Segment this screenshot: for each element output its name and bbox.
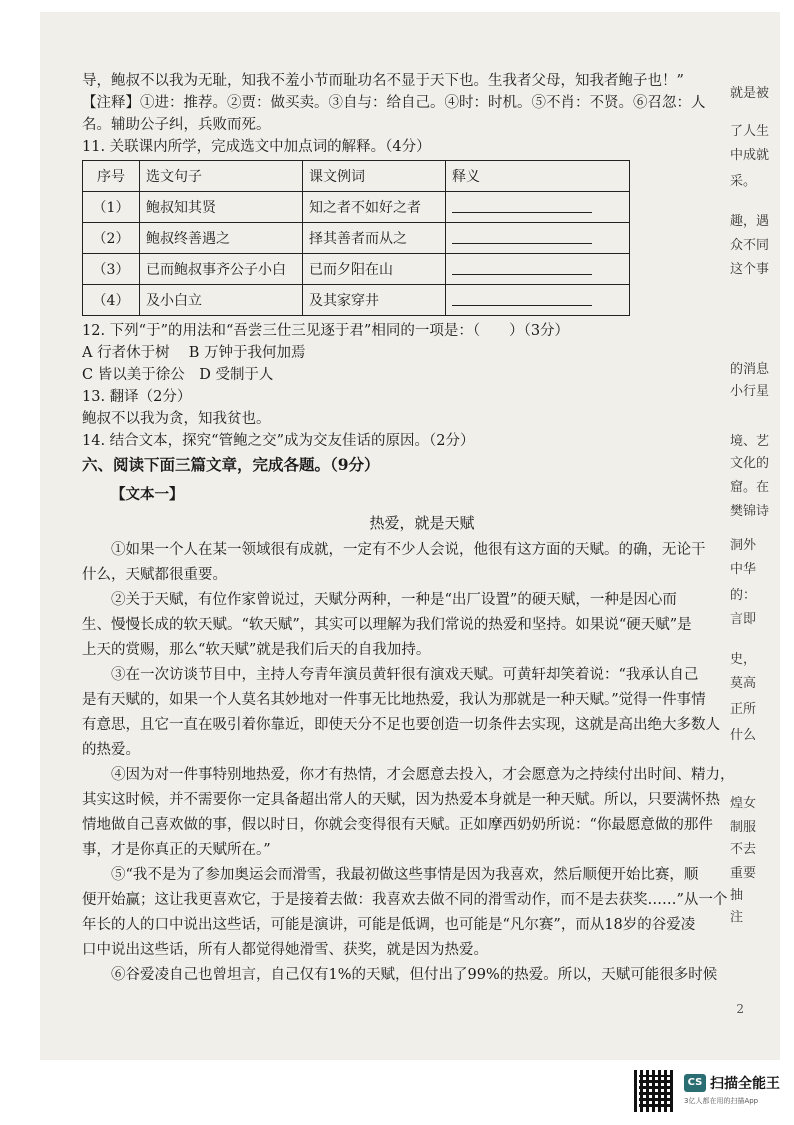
article-title: 热爱，就是天赋 (369, 514, 475, 532)
row-number: （2） (83, 223, 140, 254)
margin-fragment: 正所 (730, 702, 757, 717)
article-line: ⑤“我不是为了参加奥运会而滑雪，我最初做这些事情是因为我喜欢，然后顺便开始比赛，顺 (111, 867, 699, 883)
margin-fragment: 樊锦诗 (730, 504, 770, 519)
margin-fragment: 的： (730, 588, 757, 603)
margin-fragment: 史， (730, 652, 757, 667)
row-number: （4） (83, 285, 140, 316)
question-12-options: C 皆以美于徐公 D 受制于人 (82, 367, 274, 383)
article-line: 是有天赋的，如果一个人莫名其妙地对一件事无比地热爱，我认为那就是一种天赋。”觉得一件事情 (82, 692, 706, 708)
table-header: 序号 (83, 161, 140, 192)
article-line: 情地做自己喜欢做的事，假以时日，你就会变得很有天赋。正如摩西奶奶所说：“你最愿意做的那件 (82, 817, 713, 833)
margin-fragment: 众不同 (730, 238, 770, 253)
question-13-text: 鲍叔不以我为贪，知我贫也。 (82, 411, 271, 427)
article-line: 口中说出这些话，所有人都觉得她滑雪、获奖，就是因为热爱。 (82, 942, 488, 958)
margin-fragment: 窟。在 (730, 480, 770, 495)
scanner-footer (0, 1062, 794, 1125)
article-line: 便开始赢；这让我更喜欢它，于是接着去做：我喜欢去做不同的滑雪动作，而不是去获奖……”从一个 (82, 892, 728, 908)
question-12-stem: 12. 下列“于”的用法和“吾尝三仕三见逐于君”相同的一项是：（ ）（3分） (82, 323, 570, 339)
qr-code-icon (634, 1070, 676, 1112)
table-row (83, 223, 630, 254)
row-sentence: 鲍叔终善遇之 (140, 223, 303, 254)
row-sentence: 及小白立 (140, 285, 303, 316)
table-header: 释义 (446, 161, 630, 192)
row-example: 择其善者而从之 (303, 223, 446, 254)
margin-fragment: 的消息 (730, 362, 770, 377)
answer-cell[interactable] (446, 192, 630, 223)
margin-fragment: 言即 (730, 612, 757, 627)
answer-cell[interactable] (446, 285, 630, 316)
margin-fragment: 这个事 (730, 262, 770, 277)
margin-fragment: 了人生 (730, 124, 770, 139)
article-line: 的热爱。 (82, 742, 140, 758)
margin-fragment: 境、艺 (730, 434, 770, 449)
table-header-row (83, 161, 630, 192)
margin-fragment: 中华 (730, 562, 757, 577)
row-example: 及其家穿井 (303, 285, 446, 316)
question-14-stem: 14. 结合文本，探究“管鲍之交”成为交友佳话的原因。（2分） (82, 433, 475, 449)
article-line: ⑥谷爱凌自己也曾坦言，自己仅有1%的天赋，但付出了99%的热爱。所以，天赋可能很多时候 (111, 967, 718, 983)
article-line: ②关于天赋，有位作家曾说过，天赋分两种，一种是“出厂设置”的硬天赋，一种是因心而 (111, 592, 677, 608)
article-line: ①如果一个人在某一领域很有成就，一定有不少人会说，他很有这方面的天赋。的确，无论干 (111, 542, 706, 558)
margin-fragment: 采。 (730, 174, 757, 189)
answer-blank[interactable] (452, 198, 592, 213)
article-line: 其实这时候，并不需要你一定具备超出常人的天赋，因为热爱本身就是一种天赋。所以，只要满怀热 (82, 792, 720, 808)
answer-cell[interactable] (446, 254, 630, 285)
page-number: 2 (736, 1002, 744, 1016)
row-example: 已而夕阳在山 (303, 254, 446, 285)
camscanner-name: 扫描全能王 (710, 1076, 780, 1092)
article-line: 有意思，且它一直在吸引着你靠近，即使天分不足也要创造一切条件去实现，这就是高出绝大多数人 (82, 717, 720, 733)
table-header: 选文句子 (140, 161, 303, 192)
camscanner-logo: CS (684, 1074, 706, 1092)
table-row (83, 285, 630, 316)
margin-fragment: 文化的 (730, 456, 770, 471)
article-line: 上天的赏赐，那么“软天赋”就是我们后天的自我加持。 (82, 642, 431, 658)
margin-fragment: 莫高 (730, 676, 757, 691)
section-6-heading: 六、阅读下面三篇文章，完成各题。（9分） (82, 455, 380, 474)
article-line: 什么，天赋都很重要。 (82, 567, 227, 583)
question-11-stem: 11. 关联课内所学，完成选文中加点词的解释。（4分） (82, 139, 431, 155)
scanned-page (40, 12, 780, 1060)
answer-blank[interactable] (452, 291, 592, 306)
article-body (82, 538, 762, 988)
notes-line: 【注释】①进：推荐。②贾：做买卖。③自与：给自己。④时：时机。⑤不肖：不贤。⑥召忽：人 (82, 95, 706, 111)
row-sentence: 已而鲍叔事齐公子小白 (140, 254, 303, 285)
main-column (82, 70, 762, 988)
margin-fragment: 不去 (730, 842, 757, 857)
question-13-stem: 13. 翻译（2分） (82, 389, 192, 405)
article-line: 事，才是你真正的天赋所在。” (82, 842, 271, 858)
article-line: ③在一次访谈节目中，主持人夸青年演员黄轩很有演戏天赋。可黄轩却笑着说：“我承认自己 (111, 667, 699, 683)
margin-fragment: 抽 (730, 888, 744, 903)
margin-fragment: 洞外 (730, 538, 757, 553)
passage-line: 导，鲍叔不以我为无耻，知我不羞小节而耻功名不显于天下也。生我者父母，知我者鲍子也！” (82, 73, 684, 89)
margin-fragment: 就是被 (730, 86, 770, 101)
notes-line: 名。辅助公子纠，兵败而死。 (82, 117, 271, 133)
margin-fragment: 煌女 (730, 796, 757, 811)
question-11-table (82, 160, 630, 316)
answer-blank[interactable] (452, 229, 592, 244)
right-margin-fragments (724, 12, 780, 1060)
answer-cell[interactable] (446, 223, 630, 254)
row-number: （3） (83, 254, 140, 285)
camscanner-tagline: 3亿人都在用的扫描App (684, 1097, 759, 1105)
article-line: 生、慢慢长成的软天赋。“软天赋”，其实可以理解为我们常说的热爱和坚持。如果说“硬天赋”是 (82, 617, 692, 633)
margin-fragment: 中成就 (730, 148, 770, 163)
margin-fragment: 小行星 (730, 384, 770, 399)
article-line: ④因为对一件事特别地热爱，你才有热情，才会愿意去投入，才会愿意为之持续付出时间、精力， (111, 767, 735, 783)
table-row (83, 254, 630, 285)
table-header: 课文例词 (303, 161, 446, 192)
row-number: （1） (83, 192, 140, 223)
question-12-options: A 行者休于树 B 万钟于我何加焉 (82, 345, 306, 361)
row-sentence: 鲍叔知其贤 (140, 192, 303, 223)
margin-fragment: 趣，遇 (730, 214, 770, 229)
article-line: 年长的人的口中说出这些话，可能是演讲，可能是低调，也可能是“凡尔赛”，而从18岁的谷爱凌 (82, 917, 696, 933)
row-example: 知之者不如好之者 (303, 192, 446, 223)
table-row (83, 192, 630, 223)
margin-fragment: 制服 (730, 820, 757, 835)
margin-fragment: 什么 (730, 728, 757, 743)
answer-blank[interactable] (452, 260, 592, 275)
margin-fragment: 注 (730, 910, 744, 925)
margin-fragment: 重要 (730, 866, 757, 881)
text-one-label: 【文本一】 (111, 486, 184, 503)
